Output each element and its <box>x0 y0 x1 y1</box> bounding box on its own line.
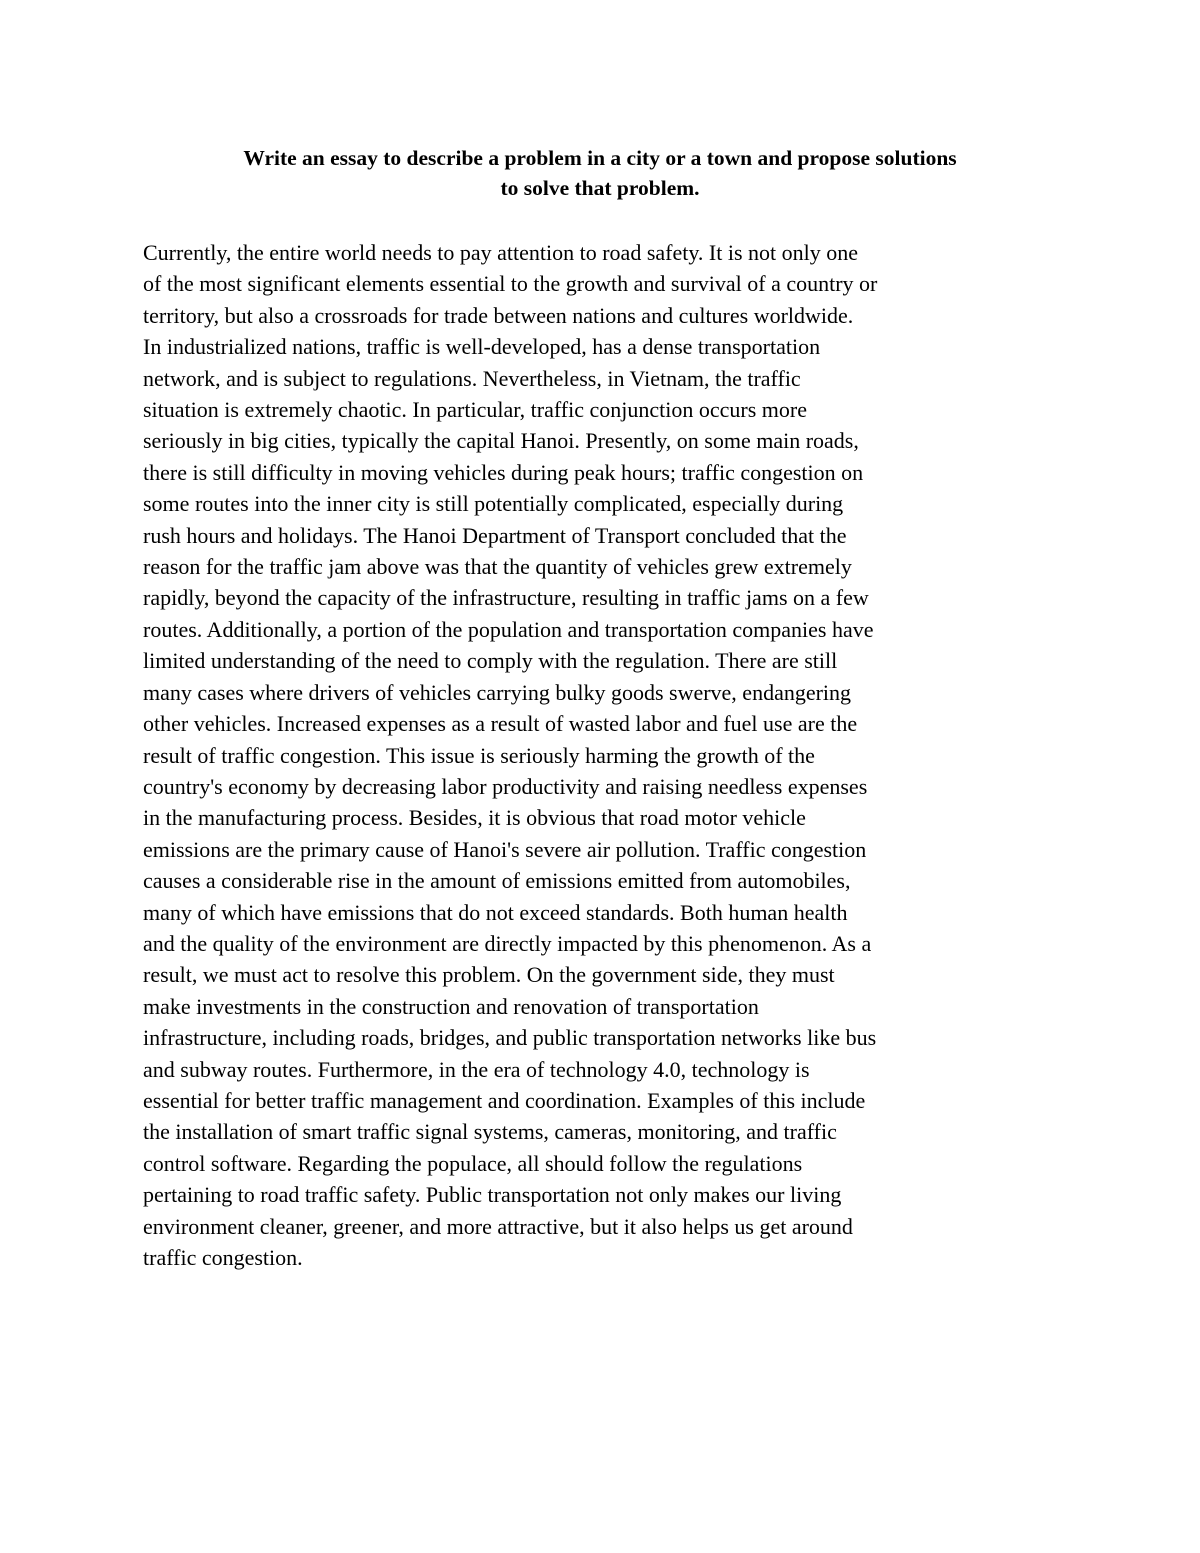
essay-body <box>143 237 1073 1273</box>
essay-body-line: Currently, the entire world needs to pay attention to road safety. It is not only one <box>143 240 859 265</box>
essay-body-line: some routes into the inner city is still potentially complicated, especially during <box>143 491 844 517</box>
essay-body-line: reason for the traffic jam above was that the quantity of vehicles grew extremely <box>143 554 852 580</box>
essay-body-line: causes a considerable rise in the amount of emissions emitted from automobiles, <box>143 868 851 894</box>
essay-body-line: country's economy by decreasing labor productivity and raising needless expenses <box>143 773 868 799</box>
essay-body-line: limited understanding of the need to comply with the regulation. There are still <box>143 648 838 674</box>
essay-body-line: routes. Additionally, a portion of the population and transportation companies have <box>143 616 874 642</box>
essay-body-line: pertaining to road traffic safety. Public transportation not only makes our living <box>143 1182 842 1208</box>
essay-body-line: rapidly, beyond the capacity of the infrastructure, resulting in traffic jams on a few <box>143 585 869 611</box>
essay-body-line: many of which have emissions that do not exceed standards. Both human health <box>143 899 848 925</box>
essay-body-line: situation is extremely chaotic. In particular, traffic conjunction occurs more <box>143 397 807 423</box>
essay-body-line: infrastructure, including roads, bridges, and public transportation networks like bus <box>143 1025 877 1051</box>
essay-body-line: traffic congestion. <box>143 1245 303 1270</box>
essay-title-line-2: to solve that problem. <box>500 176 700 200</box>
essay-body-line: essential for better traffic management and coordination. Examples of this include <box>143 1087 866 1113</box>
essay-body-line: In industrialized nations, traffic is well-developed, has a dense transportation <box>143 334 821 360</box>
essay-body-line: rush hours and holidays. The Hanoi Department of Transport concluded that the <box>143 522 847 548</box>
essay-body-line: many cases where drivers of vehicles carrying bulky goods swerve, endangering <box>143 679 852 705</box>
essay-body-line: of the most significant elements essential to the growth and survival of a country or <box>143 271 878 297</box>
essay-body-line: make investments in the construction and renovation of transportation <box>143 993 759 1019</box>
essay-body-line: and the quality of the environment are directly impacted by this phenomenon. As a <box>143 930 872 956</box>
essay-body-line: and subway routes. Furthermore, in the era of technology 4.0, technology is <box>143 1056 810 1082</box>
essay-body-line: seriously in big cities, typically the capital Hanoi. Presently, on some main roads, <box>143 428 859 454</box>
essay-body-line: control software. Regarding the populace, all should follow the regulations <box>143 1150 803 1176</box>
essay-body-line: environment cleaner, greener, and more attractive, but it also helps us get around <box>143 1213 853 1239</box>
essay-body-line: result, we must act to resolve this problem. On the government side, they must <box>143 962 835 988</box>
essay-body-line: the installation of smart traffic signal systems, cameras, monitoring, and traffic <box>143 1119 837 1145</box>
essay-body-line: emissions are the primary cause of Hanoi's severe air pollution. Traffic congestion <box>143 836 867 862</box>
essay-body-line: result of traffic congestion. This issue is seriously harming the growth of the <box>143 742 815 768</box>
essay-title <box>120 143 1080 203</box>
essay-title-line-1: Write an essay to describe a problem in a city or a town and propose solutions <box>243 146 957 170</box>
essay-body-line: other vehicles. Increased expenses as a result of wasted labor and fuel use are the <box>143 711 858 737</box>
essay-body-line: there is still difficulty in moving vehicles during peak hours; traffic congestion on <box>143 459 864 485</box>
essay-body-line: in the manufacturing process. Besides, it is obvious that road motor vehicle <box>143 805 806 831</box>
essay-body-line: territory, but also a crossroads for trade between nations and cultures worldwide. <box>143 302 854 328</box>
essay-body-line: network, and is subject to regulations. Nevertheless, in Vietnam, the traffic <box>143 365 801 391</box>
